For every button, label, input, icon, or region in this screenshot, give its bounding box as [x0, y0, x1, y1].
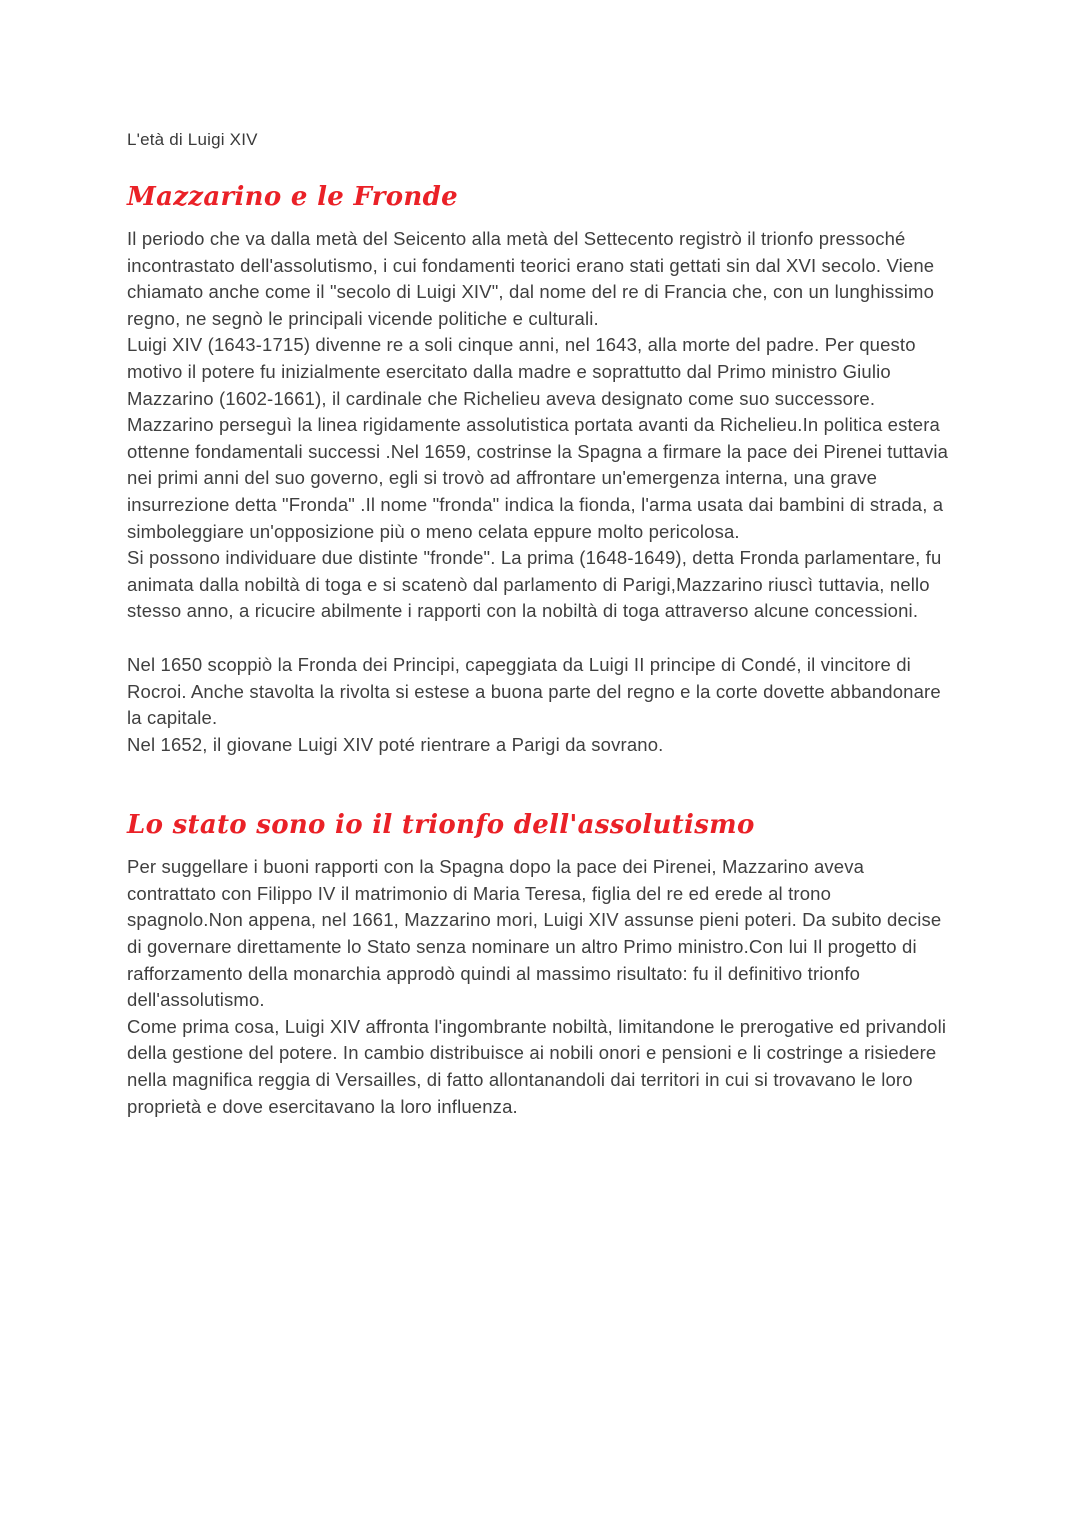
paragraph-group — [127, 226, 952, 625]
section-heading-assolutismo: Lo stato sono io il trionfo dell'assolutismo — [127, 810, 755, 841]
paragraph: Nel 1650 scoppiò la Fronda dei Principi, capeggiata da Luigi II principe di Condé, il vincitore di Rocroi. Anche stavolta la rivolta si estese a buona parte del regno e la corte dovette abbandonare la capitale. — [127, 653, 941, 729]
paragraph: Si possono individuare due distinte "fronde". La prima (1648-1649), detta Fronda parlamentare, fu animata dalla nobiltà di toga e si scatenò dal parlamento di Parigi,Mazzarino riuscì tuttavia, nello stesso anno, a ricucire abilmente i rapporti con la nobiltà di toga attraverso alcune concessioni. — [127, 547, 942, 622]
paragraph: Per suggellare i buoni rapporti con la Spagna dopo la pace dei Pirenei, Mazzarino aveva contrattato con Filippo IV il matrimonio di Maria Teresa, figlia del re ed erede al trono spagnolo.Non appena, nel 1661, Mazzarino mori, Luigi XIV assunse pieni poteri. Da subito decise di governare direttamente lo Stato senza nominare un altro Primo ministro.Con lui Il progetto di rafforzamento della monarchia approdò quindi al massimo risultato: fu il definitivo trionfo dell'assolutismo. — [127, 856, 942, 1011]
paragraph: Nel 1652, il giovane Luigi XIV poté rientrare a Parigi da sovrano. — [127, 733, 664, 755]
paragraph: Luigi XIV (1643-1715) divenne re a soli cinque anni, nel 1643, alla morte del padre. Per questo motivo il potere fu inizialmente esercitato dalla madre e soprattutto dal Primo ministro Giulio Mazzarino (1602-1661), il cardinale che Richelieu aveva designato come suo successore. — [127, 334, 916, 409]
paragraph-group — [127, 854, 952, 1120]
paragraph: Come prima cosa, Luigi XIV affronta l'ingombrante nobiltà, limitandone le prerogative ed privandoli della gestione del potere. In cambio distribuisce ai nobili onori e pensioni e li costringe a risiedere nella magnifica reggia di Versailles, di fatto allontanandoli dai territori in cui si trovavano le loro proprietà e dove esercitavano la loro influenza. — [127, 1015, 947, 1117]
paragraph-group — [127, 652, 952, 758]
page-title: L'età di Luigi XIV — [127, 130, 258, 149]
section-lo-stato-sono-io — [127, 810, 952, 1120]
paragraph: Mazzarino perseguì la linea rigidamente assolutistica portata avanti da Richelieu.In politica estera ottenne fondamentali successi .Nel 1659, costrinse la Spagna a firmare la pace dei Pirenei tuttavia nei primi anni del suo governo, egli si trovò ad affrontare un'emergenza interna, una grave insurrezione detta "Fronda" .Il nome "fronda" indica la fionda, l'arma usata dai bambini di strada, a simboleggiare un'opposizione più o meno celata eppure molto pericolosa. — [127, 414, 949, 542]
section-mazzarino-e-le-fronde — [127, 182, 952, 758]
section-heading-mazzarino: Mazzarino e le Fronde — [127, 182, 458, 212]
paragraph: Il periodo che va dalla metà del Seicento alla metà del Settecento registrò il trionfo pressoché incontrastato dell'assolutismo, i cui fondamenti teorici erano stati gettati sin dal XVI secolo. Viene chiamato anche come il "secolo di Luigi XIV", dal nome del re di Francia che, con un lunghissimo regno, ne segnò le principali vicende politiche e culturali. — [127, 228, 935, 329]
